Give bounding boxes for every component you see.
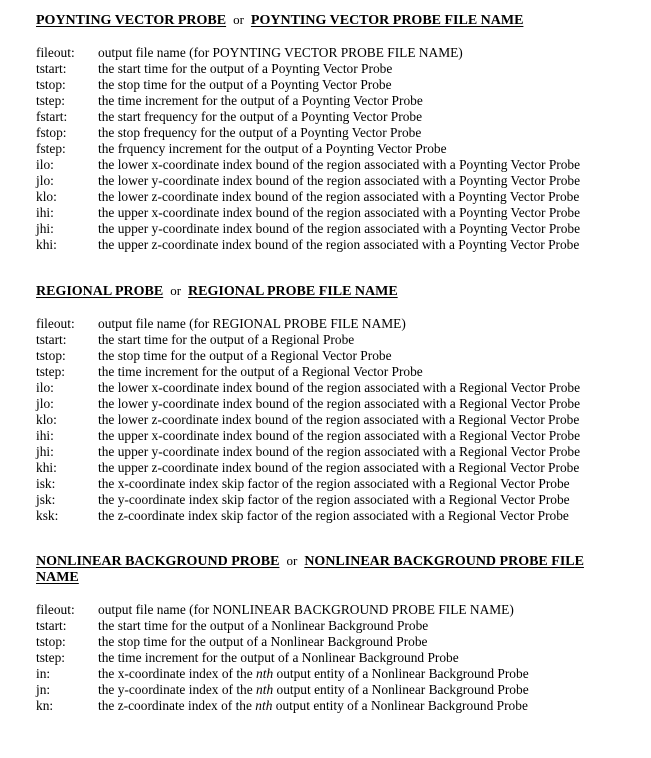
description-suffix: output entity of a Nonlinear Background Probe [273,682,529,697]
section-heading [36,283,626,300]
parameter-row [36,237,626,253]
parameter-row [36,173,626,189]
section-heading [36,553,626,586]
parameter-name: klo: [36,189,57,204]
heading-alternate: REGIONAL PROBE FILE NAME [188,284,398,299]
parameter-name: fstop: [36,125,67,140]
parameter-row [36,45,626,61]
parameter-name: tstop: [36,348,66,363]
parameter-name: jlo: [36,396,54,411]
parameter-row [36,428,626,444]
parameter-description: the y-coordinate index skip factor of the region associated with a Regional Vector Probe [98,492,570,507]
parameter-name: ilo: [36,380,54,395]
parameter-description: output file name (for NONLINEAR BACKGROUND PROBE FILE NAME) [98,602,514,617]
parameter-row [36,380,626,396]
parameter-description: the upper x-coordinate index bound of the region associated with a Poynting Vector Probe [98,205,581,220]
parameter-description: the time increment for the output of a Regional Vector Probe [98,364,423,379]
description-suffix: output entity of a Nonlinear Background Probe [272,698,528,713]
parameter-name: tstart: [36,618,67,633]
parameter-row [36,618,626,634]
parameter-name: khi: [36,460,57,475]
parameter-row [36,396,626,412]
parameter-description: the lower y-coordinate index bound of the region associated with a Poynting Vector Probe [98,173,581,188]
regional-probe-section [36,283,626,524]
parameter-description: the frquency increment for the output of a Poynting Vector Probe [98,141,447,156]
heading-or: or [286,553,298,568]
parameter-name: jhi: [36,444,54,459]
parameter-name: tstart: [36,332,67,347]
parameter-description: the lower y-coordinate index bound of the region associated with a Regional Vector Probe [98,396,581,411]
description-emphasis: nth [256,682,274,697]
heading-or: or [170,283,182,298]
parameter-list [36,45,626,253]
parameter-row [36,698,626,714]
parameter-row [36,602,626,618]
parameter-name: ilo: [36,157,54,172]
parameter-row [36,364,626,380]
parameter-description [98,698,626,714]
parameter-row [36,412,626,428]
parameter-name: tstep: [36,364,66,379]
parameter-row [36,332,626,348]
heading-alternate: POYNTING VECTOR PROBE FILE NAME [250,13,524,28]
parameter-name: ihi: [36,205,54,220]
parameter-description [98,682,626,698]
nonlinear-background-probe-section [36,553,626,714]
parameter-row [36,634,626,650]
parameter-description: the time increment for the output of a Nonlinear Background Probe [98,650,459,665]
parameter-name: khi: [36,237,57,252]
description-prefix: the y-coordinate index of the [98,682,257,697]
parameter-name: jhi: [36,221,54,236]
parameter-row [36,125,626,141]
parameter-name: tstop: [36,634,66,649]
parameter-name: isk: [36,476,56,491]
parameter-row [36,109,626,125]
description-suffix: output entity of a Nonlinear Background Probe [273,666,529,681]
parameter-description: the start time for the output of a Poynting Vector Probe [98,61,393,76]
parameter-description: the upper y-coordinate index bound of the region associated with a Poynting Vector Probe [98,221,581,236]
parameter-description: the stop time for the output of a Poynting Vector Probe [98,77,392,92]
parameter-description: the stop time for the output of a Nonlinear Background Probe [98,634,428,649]
parameter-name: fstart: [36,109,68,124]
parameter-row [36,221,626,237]
parameter-name: fstep: [36,141,66,156]
parameter-row [36,492,626,508]
poynting-vector-probe-section [36,12,626,253]
parameter-row [36,61,626,77]
parameter-description: the z-coordinate index skip factor of the region associated with a Regional Vector Probe [98,508,569,523]
parameter-name: klo: [36,412,57,427]
parameter-name: in: [36,666,51,681]
parameter-name: kn: [36,698,54,713]
parameter-description: the stop frequency for the output of a Poynting Vector Probe [98,125,422,140]
parameter-description: the x-coordinate index skip factor of the region associated with a Regional Vector Probe [98,476,570,491]
parameter-description: the lower z-coordinate index bound of the region associated with a Regional Vector Probe [98,412,580,427]
parameter-row [36,93,626,109]
parameter-row [36,460,626,476]
parameter-name: ksk: [36,508,59,523]
parameter-row [36,508,626,524]
parameter-name: jn: [36,682,51,697]
parameter-row [36,157,626,173]
parameter-description: the lower x-coordinate index bound of the region associated with a Regional Vector Probe [98,380,581,395]
parameter-row [36,682,626,698]
parameter-description: the lower z-coordinate index bound of the region associated with a Poynting Vector Probe [98,189,580,204]
parameter-name: tstep: [36,650,66,665]
parameter-row [36,316,626,332]
heading-primary: NONLINEAR BACKGROUND PROBE [36,554,280,569]
parameter-description: output file name (for POYNTING VECTOR PROBE FILE NAME) [98,45,463,60]
parameter-description: the upper y-coordinate index bound of the region associated with a Regional Vector Probe [98,444,581,459]
parameter-row [36,650,626,666]
description-emphasis: nth [256,666,274,681]
parameter-description: the upper z-coordinate index bound of the region associated with a Poynting Vector Probe [98,237,580,252]
section-heading [36,12,626,29]
parameter-description [98,666,626,682]
parameter-description: the lower x-coordinate index bound of the region associated with a Poynting Vector Probe [98,157,581,172]
parameter-description: the start frequency for the output of a Poynting Vector Probe [98,109,423,124]
parameter-description: the time increment for the output of a Poynting Vector Probe [98,93,423,108]
parameter-description: the upper z-coordinate index bound of the region associated with a Regional Vector Probe [98,460,580,475]
description-prefix: the z-coordinate index of the [98,698,256,713]
parameter-name: jsk: [36,492,56,507]
parameter-name: tstart: [36,61,67,76]
description-prefix: the x-coordinate index of the [98,666,257,681]
parameter-name: ihi: [36,428,54,443]
description-emphasis: nth [255,698,273,713]
parameter-row [36,444,626,460]
parameter-name: fileout: [36,602,75,617]
parameter-row [36,476,626,492]
heading-or: or [233,12,244,27]
parameter-row [36,141,626,157]
heading-primary: REGIONAL PROBE [36,284,164,299]
parameter-list [36,602,626,714]
parameter-row [36,205,626,221]
parameter-description: the upper x-coordinate index bound of the region associated with a Regional Vector Probe [98,428,581,443]
parameter-description: the start time for the output of a Nonlinear Background Probe [98,618,429,633]
parameter-name: tstep: [36,93,66,108]
parameter-row [36,77,626,93]
parameter-row [36,666,626,682]
parameter-description: the start time for the output of a Regional Probe [98,332,355,347]
parameter-description: output file name (for REGIONAL PROBE FILE NAME) [98,316,406,331]
heading-primary: POYNTING VECTOR PROBE [36,13,227,28]
parameter-name: jlo: [36,173,54,188]
parameter-name: fileout: [36,45,75,60]
parameter-row [36,189,626,205]
parameter-name: fileout: [36,316,75,331]
parameter-name: tstop: [36,77,66,92]
parameter-list [36,316,626,524]
heading-alternate: NONLINEAR BACKGROUND PROBE FILE NAME [36,554,584,585]
parameter-description: the stop time for the output of a Regional Vector Probe [98,348,392,363]
parameter-row [36,348,626,364]
